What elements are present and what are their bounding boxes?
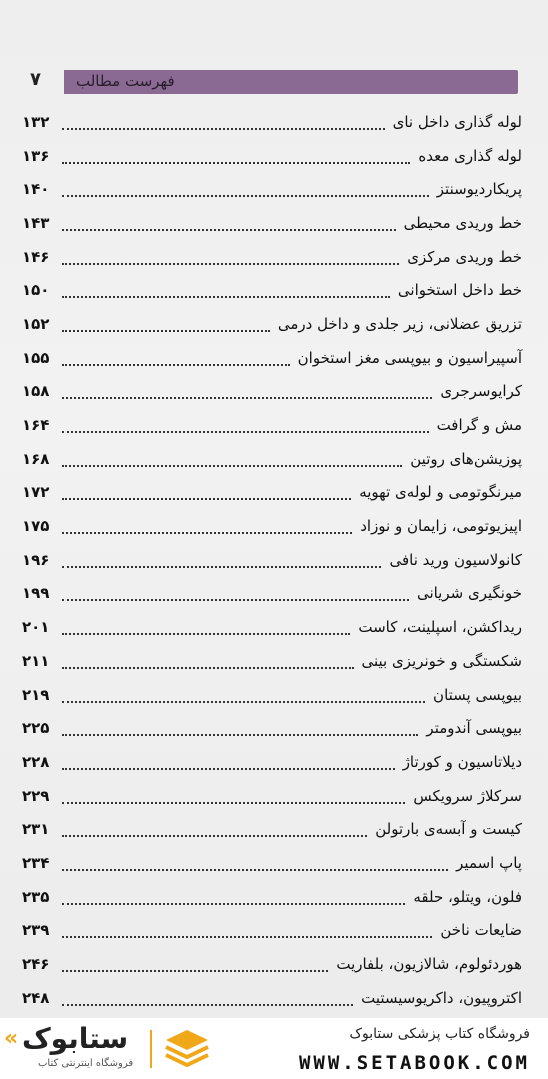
toc-entry	[22, 476, 522, 510]
toc-entry-title: پریکاردیوسنتز	[436, 180, 522, 199]
page-header	[28, 65, 518, 99]
dot-leader	[62, 564, 381, 568]
table-of-contents	[22, 105, 522, 1015]
toc-entry-page: ۱۹۹	[22, 584, 50, 603]
toc-entry-page: ۱۷۵	[22, 517, 50, 536]
toc-entry	[22, 880, 522, 914]
toc-entry	[22, 408, 522, 442]
toc-entry-title: کانولاسیون ورید نافی	[389, 550, 522, 569]
dot-leader	[62, 901, 405, 905]
dot-leader	[62, 1002, 353, 1006]
dot-leader	[62, 800, 405, 804]
toc-entry	[22, 577, 522, 611]
dot-leader	[62, 227, 396, 231]
dot-leader	[62, 429, 429, 433]
toc-entry	[22, 947, 522, 981]
shop-name: فروشگاه کتاب پزشکی ستابوک	[349, 1026, 530, 1042]
toc-entry	[22, 240, 522, 274]
chevrons-icon: «	[4, 1026, 19, 1051]
toc-entry-title: پوزیشن‌های روتین	[410, 449, 522, 468]
dot-leader	[62, 496, 351, 500]
toc-entry	[22, 812, 522, 846]
toc-entry	[22, 644, 522, 678]
toc-entry-title: خط وریدی محیطی	[403, 213, 522, 232]
toc-entry-title: آسپیراسیون و بیوپسی مغز استخوان	[297, 348, 522, 367]
toc-entry-page: ۱۵۵	[22, 348, 50, 367]
toc-entry-title: لوله گذاری داخل نای	[392, 112, 522, 131]
toc-entry	[22, 914, 522, 948]
dot-leader	[62, 597, 409, 601]
toc-entry-page: ۱۵۰	[22, 281, 50, 300]
toc-entry-page: ۱۶۸	[22, 449, 50, 468]
toc-entry-page: ۱۵۸	[22, 382, 50, 401]
toc-entry	[22, 779, 522, 813]
dot-leader	[62, 530, 352, 534]
dot-leader	[62, 867, 448, 871]
toc-entry-page: ۲۳۴	[22, 853, 50, 872]
toc-entry	[22, 509, 522, 543]
book-stack-icon	[164, 1028, 210, 1068]
toc-entry	[22, 273, 522, 307]
toc-entry-title: مش و گرافت	[436, 416, 522, 435]
toc-entry-page: ۱۴۶	[22, 247, 50, 266]
logo-wordmark: ستابوک	[22, 1022, 129, 1055]
dot-leader	[62, 766, 395, 770]
toc-entry-title: لوله گذاری معده	[418, 146, 522, 165]
footer-banner	[0, 1018, 548, 1079]
toc-entry	[22, 981, 522, 1015]
toc-entry-page: ۱۳۶	[22, 146, 50, 165]
toc-entry-page: ۲۲۵	[22, 719, 50, 738]
dot-leader	[62, 934, 432, 938]
toc-entry-page: ۲۰۱	[22, 618, 50, 637]
toc-entry	[22, 105, 522, 139]
dot-leader	[62, 193, 429, 197]
toc-entry-title: خط وریدی مرکزی	[407, 247, 522, 266]
dot-leader	[62, 732, 418, 736]
dot-leader	[62, 699, 425, 703]
dot-leader	[62, 833, 367, 837]
logo-divider	[150, 1030, 152, 1068]
toc-entry-title: بیوپسی پستان	[433, 685, 522, 704]
page-number: ۷	[30, 69, 41, 90]
toc-entry-page: ۱۴۰	[22, 180, 50, 199]
dot-leader	[62, 665, 354, 669]
toc-entry-page: ۱۹۶	[22, 550, 50, 569]
dot-leader	[62, 261, 399, 265]
shop-url-link[interactable]: WWW.SETABOOK.COM	[298, 1052, 530, 1074]
toc-entry-page: ۲۳۵	[22, 887, 50, 906]
toc-entry	[22, 206, 522, 240]
dot-leader	[62, 631, 350, 635]
toc-entry-title: کرایوسرجری	[440, 382, 522, 401]
toc-entry-page: ۱۴۳	[22, 213, 50, 232]
toc-entry-title: دیلاتاسیون و کورتاژ	[402, 752, 522, 771]
toc-entry-page: ۲۳۹	[22, 921, 50, 940]
toc-entry-title: شکستگی و خونریزی بینی	[361, 651, 522, 670]
toc-entry-page: ۲۲۹	[22, 786, 50, 805]
toc-entry	[22, 307, 522, 341]
toc-entry-title: میرنگوتومی و لوله‌ی تهویه	[359, 483, 522, 502]
toc-entry-title: پاپ اسمیر	[456, 853, 522, 872]
toc-entry-title: خونگیری شریانی	[416, 584, 522, 603]
toc-entry	[22, 678, 522, 712]
toc-entry-title: هوردئولوم، شالازیون، بلفاریت	[336, 955, 522, 974]
dot-leader	[62, 126, 385, 130]
dot-leader	[62, 294, 390, 298]
toc-entry-title: اپیزیوتومی، زایمان و نوزاد	[360, 517, 522, 536]
toc-entry	[22, 139, 522, 173]
toc-entry	[22, 341, 522, 375]
dot-leader	[62, 463, 402, 467]
toc-entry-title: فلون، ویتلو، حلقه	[413, 887, 522, 906]
toc-entry-page: ۲۴۸	[22, 988, 50, 1007]
toc-entry-page: ۱۵۲	[22, 314, 50, 333]
toc-entry	[22, 610, 522, 644]
dot-leader	[62, 160, 410, 164]
toc-entry-page: ۱۷۲	[22, 483, 50, 502]
toc-entry-page: ۲۴۶	[22, 955, 50, 974]
toc-entry-page: ۲۱۹	[22, 685, 50, 704]
toc-entry-page: ۲۲۸	[22, 752, 50, 771]
toc-entry	[22, 375, 522, 409]
toc-entry	[22, 442, 522, 476]
toc-entry	[22, 745, 522, 779]
toc-entry-title: اکتروپیون، داکریوسیستیت	[361, 988, 522, 1007]
toc-entry-title: ریداکشن، اسپلینت، کاست	[358, 618, 522, 637]
dot-leader	[62, 328, 270, 332]
toc-entry-title: کیست و آبسه‌ی بارتولن	[375, 820, 522, 839]
toc-entry	[22, 543, 522, 577]
toc-entry	[22, 846, 522, 880]
toc-entry-page: ۱۳۲	[22, 112, 50, 131]
dot-leader	[62, 968, 328, 972]
toc-entry-title: بیوپسی آندومتر	[426, 719, 522, 738]
toc-entry-page: ۲۱۱	[22, 651, 50, 670]
toc-entry	[22, 711, 522, 745]
dot-leader	[62, 395, 432, 399]
dot-leader	[62, 362, 290, 366]
toc-entry-title: خط داخل استخوانی	[397, 281, 522, 300]
toc-entry-title: تزریق عضلانی، زیر جلدی و داخل درمی	[277, 314, 522, 333]
toc-entry-title: سرکلاژ سرویکس	[413, 786, 522, 805]
logo-tagline: فروشگاه اینترنتی کتاب	[38, 1058, 134, 1069]
section-title: فهرست مطالب	[76, 72, 175, 90]
toc-entry-title: ضایعات ناخن	[440, 921, 522, 940]
toc-entry	[22, 172, 522, 206]
toc-entry-page: ۲۳۱	[22, 820, 50, 839]
toc-entry-page: ۱۶۴	[22, 416, 50, 435]
